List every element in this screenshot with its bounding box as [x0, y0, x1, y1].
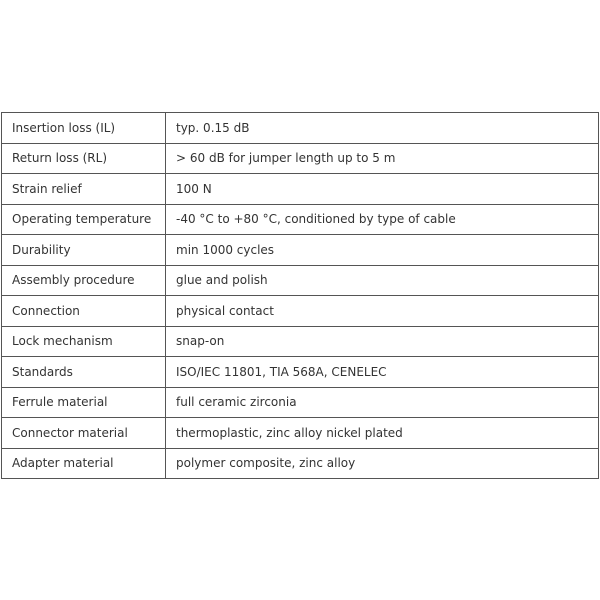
parameter-cell: Insertion loss (IL)	[2, 113, 166, 144]
parameter-cell: Strain relief	[2, 174, 166, 205]
value-cell: -40 °C to +80 °C, conditioned by type of cable	[166, 204, 599, 235]
parameter-cell: Operating temperature	[2, 204, 166, 235]
table-row	[2, 387, 599, 418]
parameter-cell: Lock mechanism	[2, 326, 166, 357]
parameter-cell: Connector material	[2, 418, 166, 449]
table-row	[2, 113, 599, 144]
table-row	[2, 357, 599, 388]
specifications-table	[1, 112, 599, 479]
value-cell: physical contact	[166, 296, 599, 327]
parameter-cell: Ferrule material	[2, 387, 166, 418]
table-row	[2, 448, 599, 479]
parameter-cell: Adapter material	[2, 448, 166, 479]
table-row	[2, 418, 599, 449]
table-row	[2, 235, 599, 266]
table-row	[2, 265, 599, 296]
value-cell: 100 N	[166, 174, 599, 205]
table-row	[2, 174, 599, 205]
table-row	[2, 326, 599, 357]
parameter-cell: Return loss (RL)	[2, 143, 166, 174]
value-cell: typ. 0.15 dB	[166, 113, 599, 144]
table-row	[2, 204, 599, 235]
parameter-cell: Standards	[2, 357, 166, 388]
parameter-cell: Connection	[2, 296, 166, 327]
value-cell: ISO/IEC 11801, TIA 568A, CENELEC	[166, 357, 599, 388]
parameter-cell: Assembly procedure	[2, 265, 166, 296]
value-cell: > 60 dB for jumper length up to 5 m	[166, 143, 599, 174]
value-cell: snap-on	[166, 326, 599, 357]
table-row	[2, 296, 599, 327]
table-row	[2, 143, 599, 174]
value-cell: thermoplastic, zinc alloy nickel plated	[166, 418, 599, 449]
value-cell: polymer composite, zinc alloy	[166, 448, 599, 479]
value-cell: glue and polish	[166, 265, 599, 296]
parameter-cell: Durability	[2, 235, 166, 266]
value-cell: min 1000 cycles	[166, 235, 599, 266]
value-cell: full ceramic zirconia	[166, 387, 599, 418]
